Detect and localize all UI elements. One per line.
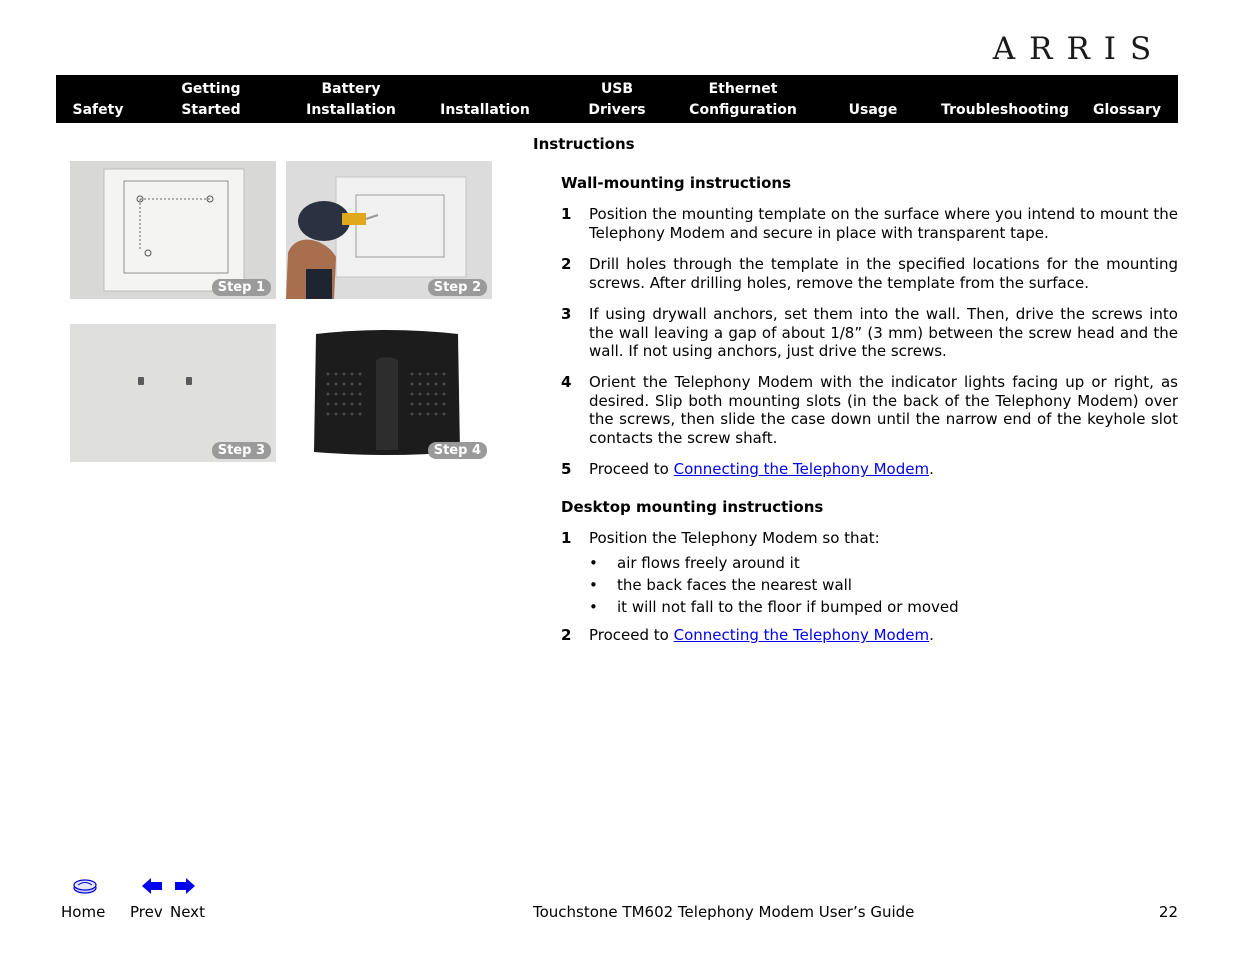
nav-label-line2: Glossary: [1092, 102, 1162, 118]
step-text-suffix: .: [929, 460, 934, 478]
nav-getting-started[interactable]: [166, 75, 256, 123]
step-text: Proceed to: [589, 626, 674, 644]
nav-label-line2: Installation: [440, 102, 530, 118]
prev-arrow-icon[interactable]: [141, 877, 163, 895]
step2-photo: [286, 161, 492, 299]
home-icon[interactable]: [72, 878, 98, 894]
document-title: Touchstone TM602 Telephony Modem User’s Guide: [533, 903, 915, 921]
nav-ethernet-configuration[interactable]: [684, 75, 802, 123]
step-badge: Step 1: [212, 279, 271, 296]
step-number: 5: [561, 460, 572, 478]
nav-label-line1: Getting: [181, 81, 241, 97]
step-badge: Step 4: [428, 442, 487, 459]
step1-photo: [70, 161, 276, 299]
wall-step-5: [561, 460, 1178, 479]
bullet-item: [589, 598, 959, 616]
step-text: Proceed to: [589, 460, 674, 478]
nav-glossary[interactable]: [1086, 75, 1168, 123]
wall-step-1: [561, 205, 1178, 242]
step-badge: Step 3: [212, 442, 271, 459]
wall-step-3: [561, 305, 1178, 361]
bullet-dot: •: [589, 598, 598, 616]
step4-photo: [286, 324, 492, 462]
bullet-text: the back faces the nearest wall: [617, 576, 852, 594]
connecting-modem-link[interactable]: Connecting the Telephony Modem: [673, 460, 930, 478]
nav-label-line2: Drivers: [588, 102, 646, 118]
nav-troubleshooting[interactable]: [936, 75, 1074, 123]
nav-label-line2: Usage: [848, 102, 898, 118]
prev-link[interactable]: Prev: [130, 903, 163, 921]
nav-battery-installation[interactable]: [294, 75, 408, 123]
wall-step-2: [561, 255, 1178, 292]
bullet-text: it will not fall to the floor if bumped or moved: [617, 598, 959, 616]
bullet-dot: •: [589, 554, 598, 572]
bullet-item: [589, 576, 852, 594]
nav-installation[interactable]: [428, 75, 542, 123]
next-link[interactable]: Next: [170, 903, 205, 921]
nav-label-line1: Battery: [321, 81, 381, 97]
desktop-mount-heading: Desktop mounting instructions: [561, 498, 824, 516]
step-number: 3: [561, 305, 572, 323]
step-number: 4: [561, 373, 572, 391]
nav-label-line2: Configuration: [689, 102, 797, 118]
step-number: 1: [561, 205, 572, 223]
arris-logo: [980, 30, 1178, 64]
desktop-step-1: [561, 529, 1178, 548]
wall-step-4: [561, 373, 1178, 447]
step-text: Orient the Telephony Modem with the indicator lights facing up or right, as desired. Slip both mounting slots (in the back of the Telephony Modem) over the screws, then slide the case down until the narrow end of the keyhole slot contacts the screw shaft.: [589, 373, 1178, 447]
step-number: 2: [561, 626, 572, 644]
step-number: 1: [561, 529, 572, 547]
top-nav: [56, 75, 1178, 123]
wall-mount-heading: Wall-mounting instructions: [561, 174, 791, 192]
home-link[interactable]: Home: [61, 903, 106, 921]
nav-label-line1: Ethernet: [708, 81, 778, 97]
bullet-dot: •: [589, 576, 598, 594]
nav-label-line2: Installation: [306, 102, 396, 118]
page-heading: Instructions: [533, 135, 635, 153]
nav-usb-drivers[interactable]: [576, 75, 658, 123]
connecting-modem-link[interactable]: Connecting the Telephony Modem: [673, 626, 930, 644]
step-text-suffix: .: [929, 626, 934, 644]
step-text: If using drywall anchors, set them into the wall. Then, drive the screws into the wall leaving a gap of about 1/8” (3 mm) between the screw head and the wall. If not using anchors, just drive the screws.: [589, 305, 1178, 361]
nav-label-line2: Safety: [72, 102, 124, 118]
step-text: Drill holes through the template in the specified locations for the mounting screws. After drilling holes, remove the template from the surface.: [589, 255, 1178, 292]
step-text: Position the mounting template on the surface where you intend to mount the Telephony Modem and secure in place with transparent tape.: [589, 205, 1178, 242]
next-arrow-icon[interactable]: [174, 877, 196, 895]
bullet-item: [589, 554, 800, 572]
step-number: 2: [561, 255, 572, 273]
step-text: Position the Telephony Modem so that:: [589, 529, 880, 547]
bullet-text: air flows freely around it: [617, 554, 800, 572]
nav-label-line2: Troubleshooting: [941, 102, 1069, 118]
logo-text: ARRIS: [992, 31, 1166, 64]
nav-label-line2: Started: [181, 102, 241, 118]
nav-usage[interactable]: [836, 75, 910, 123]
step3-photo: [70, 324, 276, 462]
page-number: 22: [1158, 903, 1178, 921]
nav-safety[interactable]: [56, 75, 140, 123]
desktop-step-2: [561, 626, 1178, 645]
step-badge: Step 2: [428, 279, 487, 296]
nav-label-line1: USB: [600, 81, 634, 97]
